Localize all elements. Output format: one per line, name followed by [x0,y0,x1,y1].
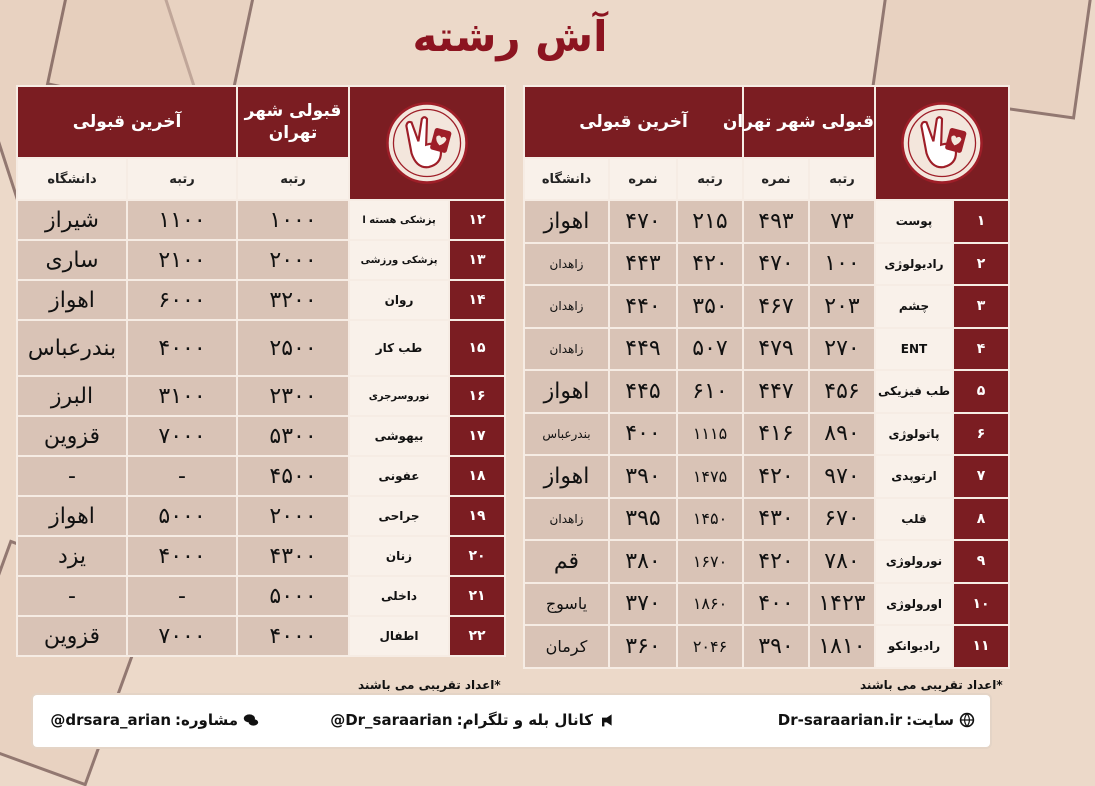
row-number: ۶ [953,413,1009,456]
tehran-rank: ۱۰۰۰ [237,200,349,240]
tehran-rank: ۷۸۰ [809,540,875,583]
field-name: بیهوشی [349,416,449,456]
tehran-rank: ۱۸۱۰ [809,625,875,668]
tehran-rank: ۴۵۰۰ [237,456,349,496]
tehran-rank: ۳۲۰۰ [237,280,349,320]
tehran-rank: ۲۰۰۰ [237,240,349,280]
row-number: ۱۶ [449,376,505,416]
university-name: اهواز [17,280,127,320]
field-name: رادیوانکو [875,625,953,668]
last-admission-header: آخرین قبولی [17,86,237,158]
last-rank: ۷۰۰۰ [127,616,237,656]
channel-value[interactable]: @Dr_saraarian [330,711,453,729]
tehran-score: ۴۰۰ [743,583,809,626]
channel-label: کانال بله و تلگرام: [456,711,593,729]
last-rank: ۲۰۴۶ [677,625,743,668]
field-name: پزشکی ورزشی [349,240,449,280]
last-rank: ۲۱۰۰ [127,240,237,280]
field-name: طب فیزیکی [875,370,953,413]
last-rank: ۱۴۷۵ [677,455,743,498]
row-number: ۱۱ [953,625,1009,668]
tehran-header: قبولی شهر تهران [743,86,875,158]
row-number: ۱۴ [449,280,505,320]
last-score: ۴۷۰ [609,200,677,243]
consult-label: مشاوره: [175,711,238,729]
table-row [17,280,505,320]
last-score: ۳۶۰ [609,625,677,668]
approximate-note: *اعداد تقریبی می باشند [358,678,501,692]
last-rank: ۵۰۰۰ [127,496,237,536]
page-title: آش رشته [412,12,608,61]
row-number: ۸ [953,498,1009,541]
field-name: نورولوژی [875,540,953,583]
table-row [524,625,1009,668]
field-name: قلب [875,498,953,541]
field-name: ارتوپدی [875,455,953,498]
university-name: قزوین [17,416,127,456]
table-row [17,496,505,536]
field-name: داخلی [349,576,449,616]
table-row [524,413,1009,456]
tehran-header: قبولی شهر تهران [237,86,349,158]
university-name: زاهدان [524,498,609,541]
row-number: ۲ [953,243,1009,286]
tehran-rank: ۴۰۰۰ [237,616,349,656]
last-score: ۳۹۰ [609,455,677,498]
footer-bar [33,695,990,747]
site-value[interactable]: Dr-saraarian.ir [777,711,903,729]
column-header-score: نمره [743,158,809,200]
university-name: اهواز [17,496,127,536]
tehran-rank: ۶۷۰ [809,498,875,541]
tehran-score: ۴۱۶ [743,413,809,456]
last-score: ۳۸۰ [609,540,677,583]
tehran-rank: ۲۵۰۰ [237,320,349,376]
globe-icon [958,712,976,728]
last-score: ۴۴۳ [609,243,677,286]
university-name: اهواز [524,370,609,413]
site-label: سایت: [906,711,954,729]
field-name: اورولوژی [875,583,953,626]
university-name: کرمان [524,625,609,668]
field-name: چشم [875,285,953,328]
last-rank: ۱۸۶۰ [677,583,743,626]
tehran-rank: ۵۳۰۰ [237,416,349,456]
field-name: زنان [349,536,449,576]
row-number: ۵ [953,370,1009,413]
table-row [17,320,505,376]
table-row [524,583,1009,626]
tehran-rank: ۱۴۲۳ [809,583,875,626]
university-name: قم [524,540,609,583]
row-number: ۱۸ [449,456,505,496]
tehran-rank: ۸۹۰ [809,413,875,456]
university-name: یاسوج [524,583,609,626]
last-rank: ۱۱۰۰ [127,200,237,240]
last-score: ۳۷۰ [609,583,677,626]
university-name: اهواز [524,200,609,243]
row-number: ۱۳ [449,240,505,280]
university-name: یزد [17,536,127,576]
table-row [17,576,505,616]
last-score: ۴۰۰ [609,413,677,456]
field-name: روان [349,280,449,320]
table-row [17,376,505,416]
column-header-university: دانشگاه [524,158,609,200]
table-row [17,416,505,456]
column-header-score: نمره [609,158,677,200]
tehran-rank: ۲۷۰ [809,328,875,371]
last-rank: ۴۰۰۰ [127,536,237,576]
tehran-rank: ۵۰۰۰ [237,576,349,616]
last-score: ۴۴۰ [609,285,677,328]
last-score: ۴۴۵ [609,370,677,413]
field-name: رادیولوژی [875,243,953,286]
tehran-rank: ۹۷۰ [809,455,875,498]
table-row [17,456,505,496]
table-row [524,540,1009,583]
table-row [524,200,1009,243]
university-name: زاهدان [524,328,609,371]
last-rank: ۶۰۰۰ [127,280,237,320]
university-name: - [17,456,127,496]
table-row [17,536,505,576]
tehran-rank: ۲۳۰۰ [237,376,349,416]
university-name: شیراز [17,200,127,240]
last-admission-header: آخرین قبولی [524,86,743,158]
row-number: ۴ [953,328,1009,371]
last-rank: - [127,456,237,496]
tehran-score: ۴۲۰ [743,540,809,583]
left-rank-table [16,85,506,657]
row-number: ۷ [953,455,1009,498]
field-name: پزشکی هسته ا [349,200,449,240]
field-name: طب کار [349,320,449,376]
university-name: زاهدان [524,243,609,286]
last-rank: - [127,576,237,616]
last-rank: ۱۶۷۰ [677,540,743,583]
column-header-rank: رتبه [237,158,349,200]
tehran-rank: ۱۰۰ [809,243,875,286]
university-name: اهواز [524,455,609,498]
university-name: بندرعباس [17,320,127,376]
consult-value[interactable]: @drsara_arian [50,711,171,729]
tehran-score: ۴۷۹ [743,328,809,371]
last-rank: ۷۰۰۰ [127,416,237,456]
tehran-rank: ۲۰۳ [809,285,875,328]
tehran-rank: ۴۳۰۰ [237,536,349,576]
table-row [17,240,505,280]
victory-hand-logo-icon [899,100,985,186]
tehran-score: ۴۹۳ [743,200,809,243]
row-number: ۲۲ [449,616,505,656]
row-number: ۲۱ [449,576,505,616]
logo-cell [349,86,505,200]
right-rank-table [523,85,1010,669]
table-row [524,498,1009,541]
footer-consult[interactable] [50,711,260,729]
footer-channel[interactable] [330,711,615,729]
table-row [17,616,505,656]
row-number: ۱ [953,200,1009,243]
field-name: پوست [875,200,953,243]
last-score: ۴۴۹ [609,328,677,371]
university-name: قزوین [17,616,127,656]
table-row [524,328,1009,371]
field-name: جراحی [349,496,449,536]
logo-cell [875,86,1009,200]
tehran-rank: ۷۳ [809,200,875,243]
tehran-score: ۴۲۰ [743,455,809,498]
tehran-score: ۴۴۷ [743,370,809,413]
university-name: ساری [17,240,127,280]
row-number: ۱۰ [953,583,1009,626]
column-header-university: دانشگاه [17,158,127,200]
approximate-note: *اعداد تقریبی می باشند [860,678,1003,692]
table-row [524,285,1009,328]
megaphone-icon [597,712,615,728]
last-rank: ۱۴۵۰ [677,498,743,541]
tehran-rank: ۴۵۶ [809,370,875,413]
last-rank: ۶۱۰ [677,370,743,413]
last-rank: ۲۱۵ [677,200,743,243]
field-name: عفونی [349,456,449,496]
table-row [524,243,1009,286]
last-rank: ۵۰۷ [677,328,743,371]
tehran-score: ۴۳۰ [743,498,809,541]
victory-hand-logo-icon [384,100,470,186]
row-number: ۱۵ [449,320,505,376]
table-row [524,370,1009,413]
university-name: - [17,576,127,616]
row-number: ۳ [953,285,1009,328]
last-rank: ۴۰۰۰ [127,320,237,376]
last-rank: ۴۲۰ [677,243,743,286]
row-number: ۱۲ [449,200,505,240]
chat-bubbles-icon [242,712,260,728]
field-name: اطفال [349,616,449,656]
row-number: ۹ [953,540,1009,583]
university-name: البرز [17,376,127,416]
column-header-rank: رتبه [127,158,237,200]
tehran-score: ۴۷۰ [743,243,809,286]
tehran-score: ۳۹۰ [743,625,809,668]
field-name: پاتولوژی [875,413,953,456]
university-name: زاهدان [524,285,609,328]
field-name: ENT [875,328,953,371]
table-row [17,200,505,240]
column-header-rank: رتبه [677,158,743,200]
last-rank: ۱۱۱۵ [677,413,743,456]
column-header-rank: رتبه [809,158,875,200]
table-row [524,455,1009,498]
university-name: بندرعباس [524,413,609,456]
tehran-score: ۴۶۷ [743,285,809,328]
last-rank: ۳۵۰ [677,285,743,328]
last-score: ۳۹۵ [609,498,677,541]
footer-site[interactable] [778,711,976,729]
row-number: ۲۰ [449,536,505,576]
field-name: نوروسرجری [349,376,449,416]
row-number: ۱۷ [449,416,505,456]
tehran-rank: ۲۰۰۰ [237,496,349,536]
last-rank: ۳۱۰۰ [127,376,237,416]
row-number: ۱۹ [449,496,505,536]
